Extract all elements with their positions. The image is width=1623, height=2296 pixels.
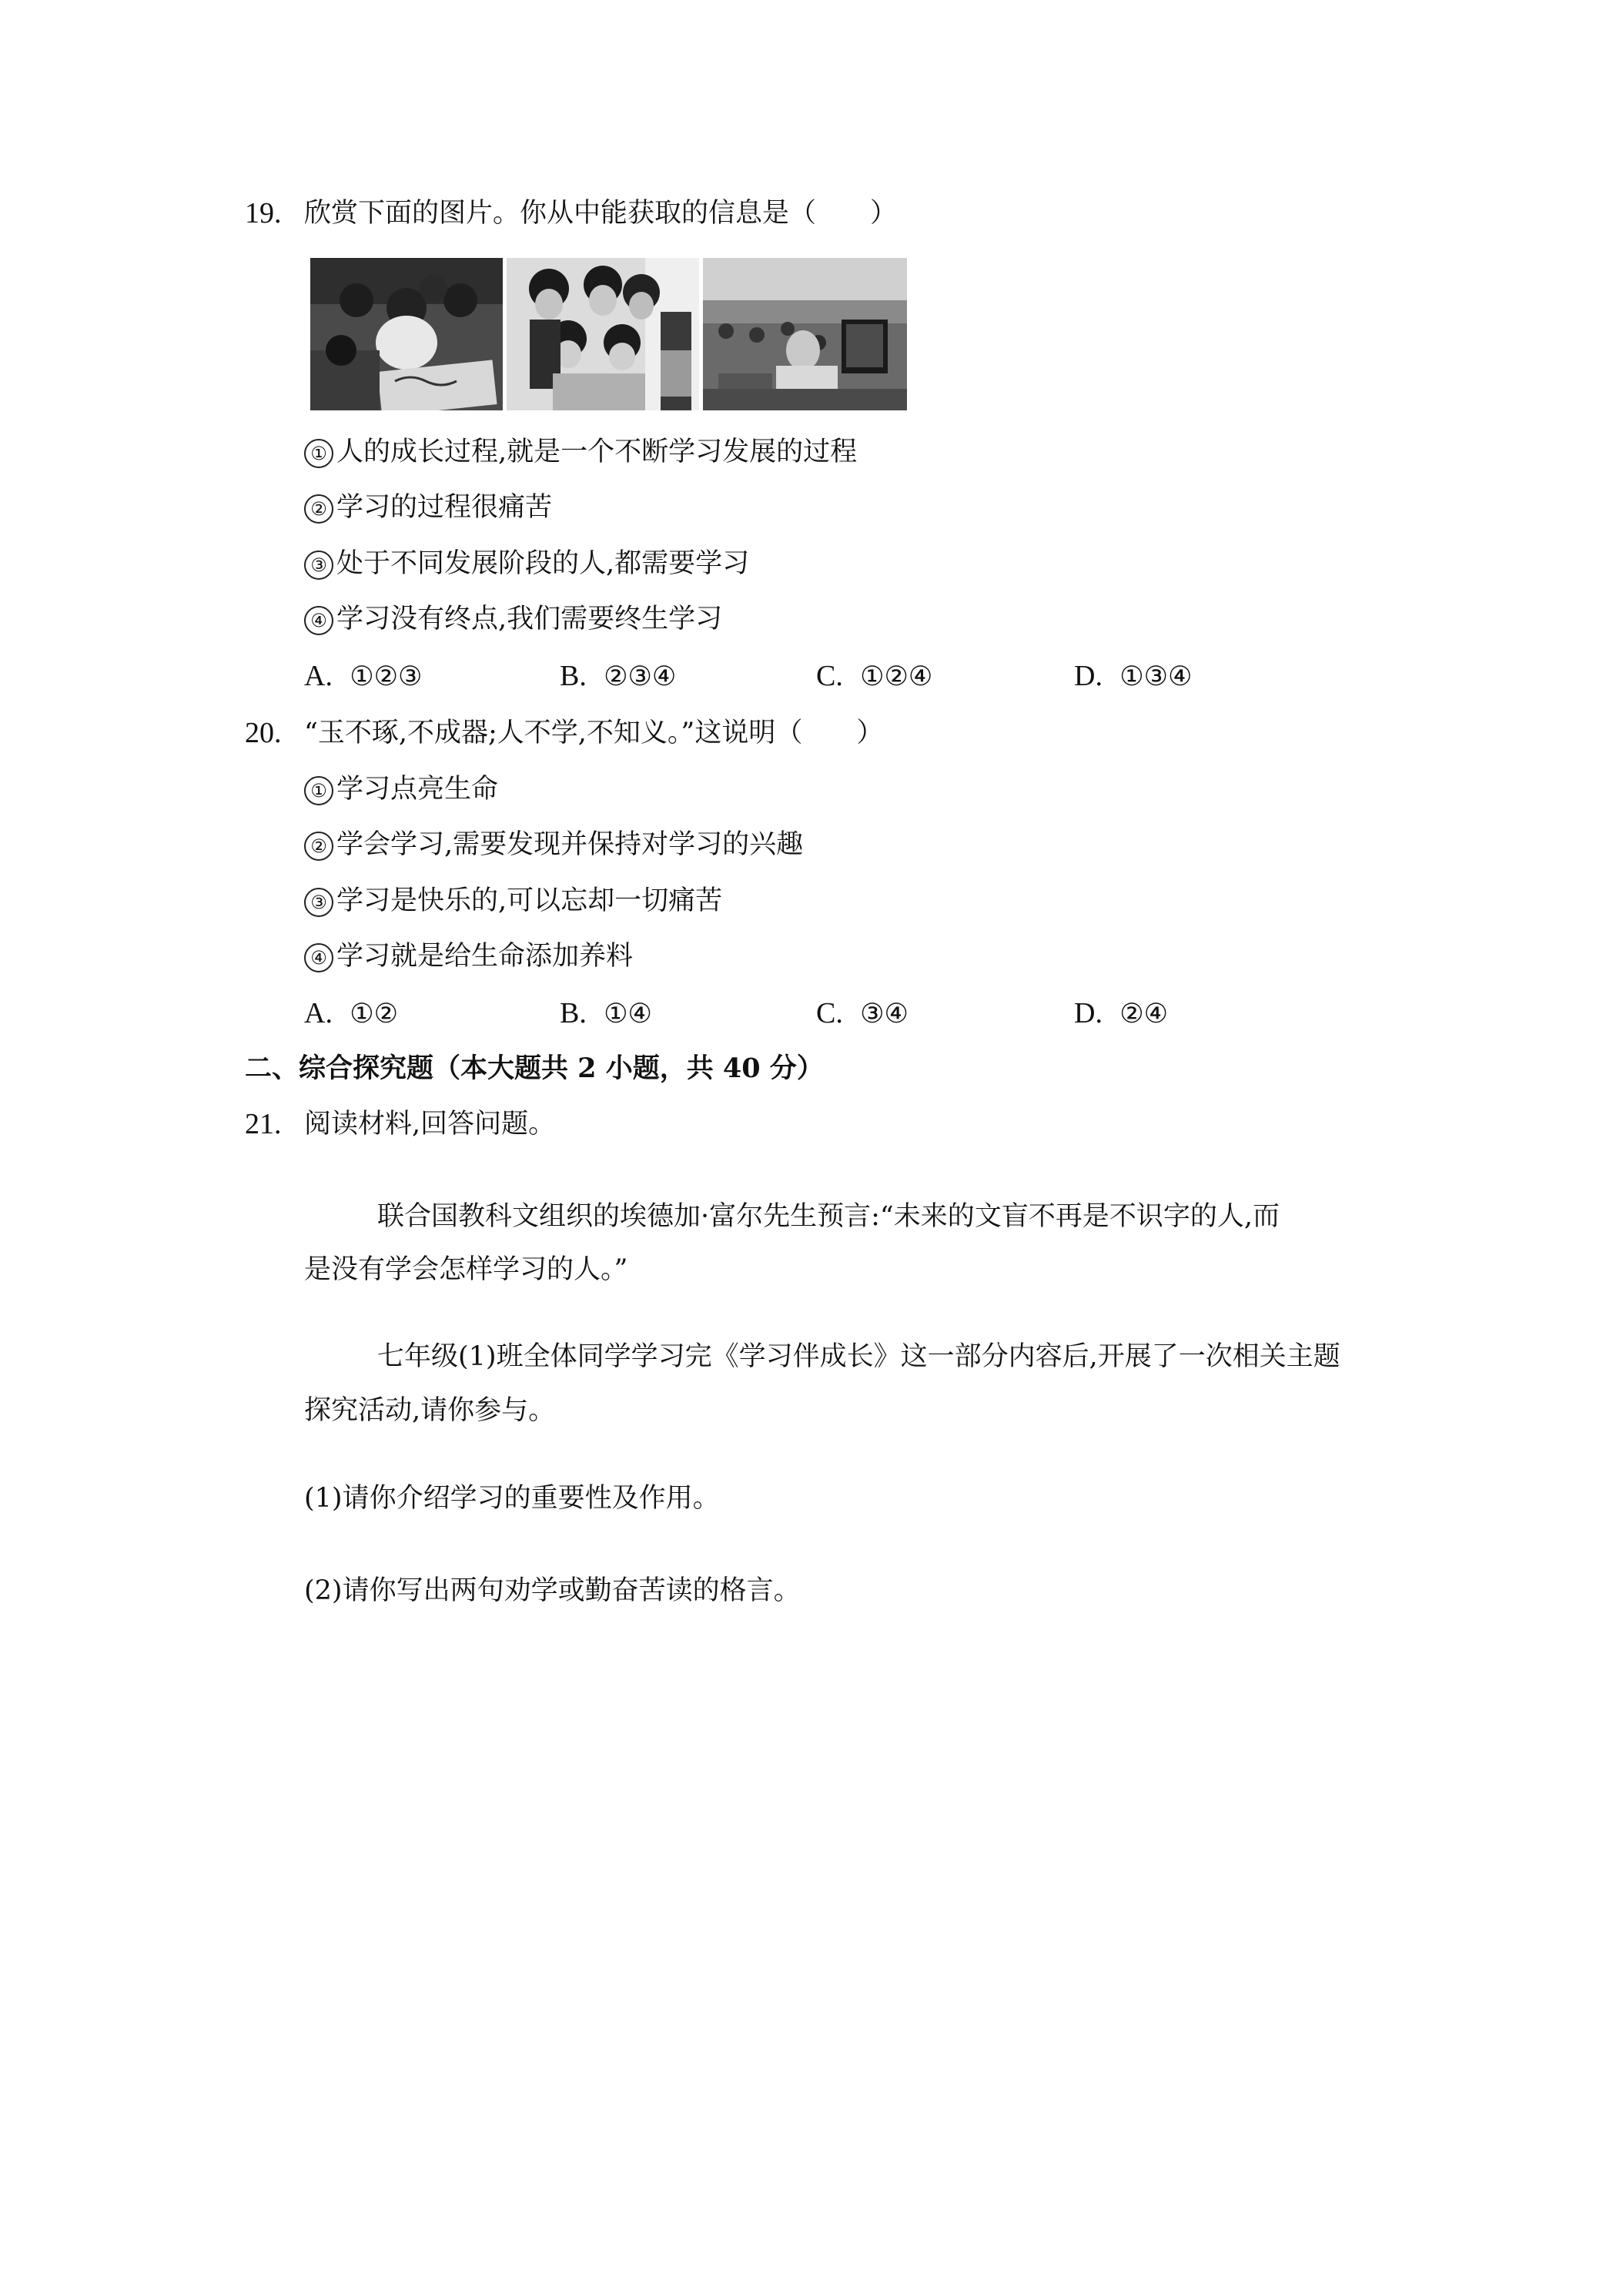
option-label: D. — [1074, 660, 1103, 692]
q21-subquestion-2: (2)请你写出两句劝学或勤奋苦读的格言。 — [304, 1575, 801, 1606]
q20-number: 20. — [245, 717, 282, 749]
q19-stem: 欣赏下面的图片。你从中能获取的信息是（ ） — [304, 198, 898, 229]
option-label: C. — [816, 660, 843, 692]
statement-text: 学习点亮生命 — [336, 774, 499, 805]
q20-option-d[interactable] — [1074, 996, 1168, 1031]
q21-material-para1-line1: 联合国教科文组织的埃德加·富尔先生预言:“未来的文盲不再是不识字的人,而 — [377, 1201, 1280, 1232]
q19-number: 19. — [245, 197, 282, 229]
q21-subquestion-1: (1)请你介绍学习的重要性及作用。 — [304, 1483, 720, 1514]
q19-statement-1 — [304, 435, 857, 469]
q20-option-b[interactable] — [560, 996, 652, 1031]
q21-stem: 阅读材料,回答问题。 — [304, 1109, 556, 1140]
q19-option-c[interactable] — [816, 659, 932, 694]
q20-statement-4 — [304, 939, 633, 973]
circled-number: ① — [304, 439, 333, 468]
circled-number: ④ — [304, 943, 333, 972]
section-2-heading: 二、综合探究题（本大题共 2 小题，共 40 分） — [245, 1053, 824, 1084]
circled-number: ③ — [304, 551, 333, 580]
circled-number: ③ — [304, 888, 333, 917]
option-choice: ①②③ — [350, 661, 423, 692]
option-label: C. — [816, 997, 843, 1029]
q20-option-a[interactable] — [304, 996, 398, 1031]
statement-text: 处于不同发展阶段的人,都需要学习 — [336, 548, 750, 579]
option-label: B. — [560, 660, 587, 692]
q21-number: 21. — [245, 1108, 282, 1140]
option-choice: ①②④ — [860, 661, 933, 692]
q19-statement-2 — [304, 490, 552, 524]
q21-material-para1-line2: 是没有学会怎样学习的人。” — [304, 1254, 628, 1285]
q19-statement-4 — [304, 602, 722, 636]
q20-statement-1 — [304, 772, 498, 806]
option-label: A. — [304, 660, 333, 692]
circled-number: ② — [304, 832, 333, 861]
statement-text: 学习没有终点,我们需要终生学习 — [336, 604, 723, 634]
q20-option-c[interactable] — [816, 996, 909, 1031]
option-choice: ①② — [350, 999, 398, 1029]
circled-number: ② — [304, 494, 333, 524]
q20-stem: “玉不琢,不成器;人不学,不知义。”这说明（ ） — [304, 718, 884, 748]
photo-students-laptop — [507, 258, 699, 410]
statement-text: 学会学习,需要发现并保持对学习的兴趣 — [336, 829, 804, 860]
q21-material-para2-line1: 七年级(1)班全体同学学习完《学习伴成长》这一部分内容后,开展了一次相关主题 — [377, 1341, 1340, 1372]
q21-material-para2-line2: 探究活动,请你参与。 — [304, 1395, 556, 1426]
statement-text: 学习是快乐的,可以忘却一切痛苦 — [336, 885, 723, 916]
photo-elderly-computer — [703, 258, 907, 410]
q19-statement-3 — [304, 547, 749, 581]
q19-option-d[interactable] — [1074, 659, 1192, 694]
option-label: B. — [560, 997, 587, 1029]
option-choice: ②③④ — [604, 661, 677, 692]
q19-option-a[interactable] — [304, 659, 422, 694]
q19-photo-strip — [310, 258, 907, 410]
option-label: A. — [304, 997, 333, 1029]
statement-text: 学习就是给生命添加养料 — [336, 941, 634, 972]
option-choice: ③④ — [860, 999, 909, 1029]
option-choice: ①③④ — [1119, 661, 1193, 692]
circled-number: ① — [304, 776, 333, 805]
circled-number: ④ — [304, 606, 333, 635]
q20-statement-3 — [304, 884, 722, 918]
option-choice: ①④ — [604, 999, 652, 1029]
statement-text: 学习的过程很痛苦 — [336, 492, 553, 523]
q20-statement-2 — [304, 828, 803, 862]
q19-option-b[interactable] — [560, 659, 676, 694]
statement-text: 人的成长过程,就是一个不断学习发展的过程 — [336, 437, 858, 467]
option-label: D. — [1074, 997, 1103, 1029]
option-choice: ②④ — [1119, 999, 1168, 1029]
photo-children-drawing — [310, 258, 503, 410]
